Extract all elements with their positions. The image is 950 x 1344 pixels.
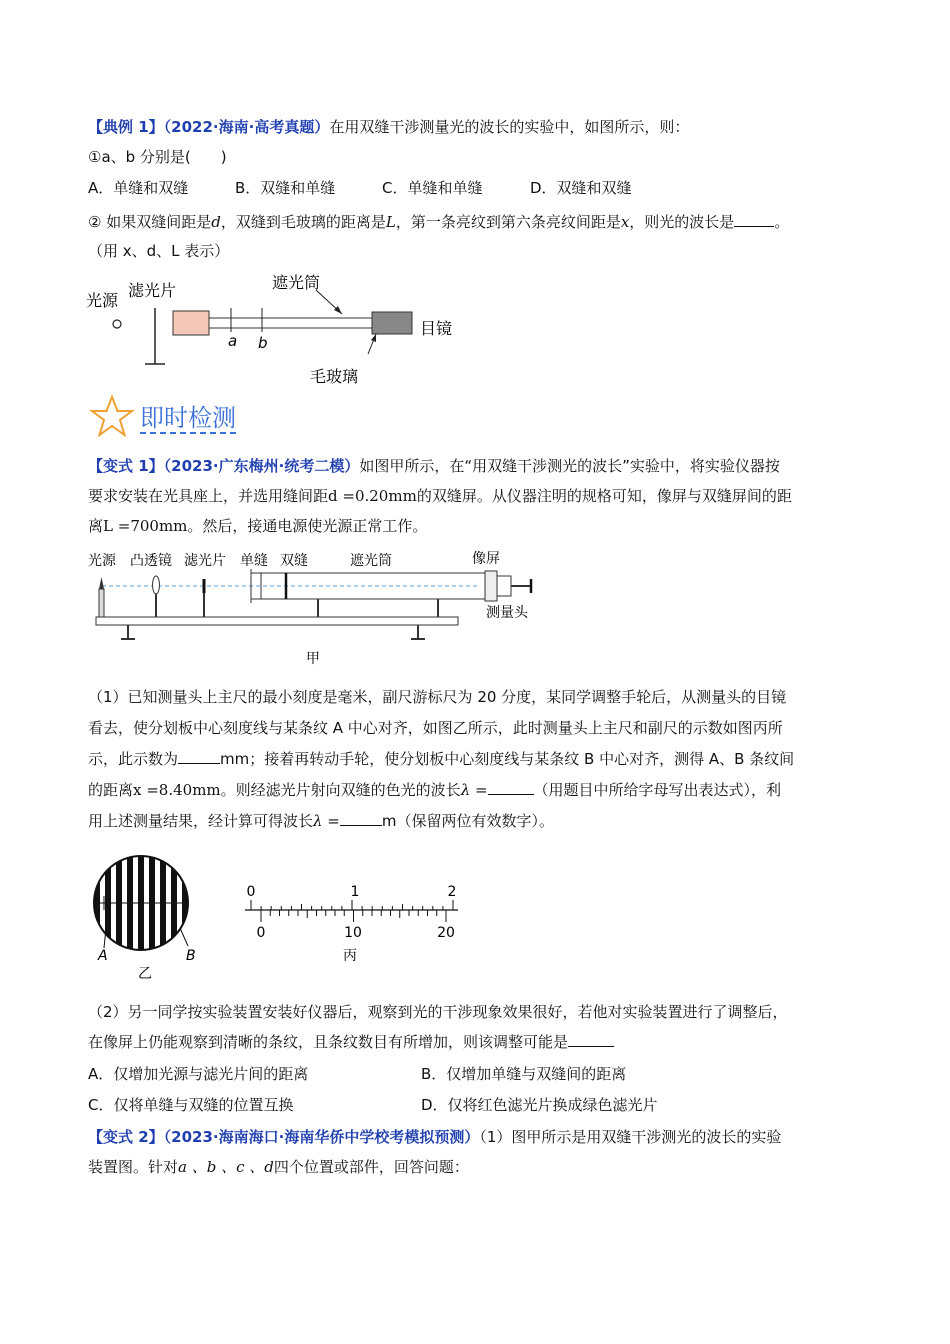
main-tick-1: 1 [350, 884, 360, 900]
line3-text-b: 。然后，接通电源使光源正常工作。 [187, 517, 428, 535]
p1-l3-text-a: 示，此示数为 [88, 750, 179, 768]
fig-label-eyepiece: 目镜 [420, 319, 453, 338]
variant2-tag: 【变式 2】 [88, 1128, 164, 1146]
fig-label-b: b [258, 334, 268, 352]
fig-label-a: a [228, 332, 238, 350]
variant1-p1-line5 [88, 810, 554, 832]
vernier-tick-20: 20 [437, 925, 455, 941]
example1-option-d: D．双缝和双缝 [530, 179, 632, 197]
jia-label-single-slit: 单缝 [240, 553, 268, 569]
example-tag: 【典例 1】 [88, 118, 164, 136]
variant1-p2-line2 [88, 1031, 614, 1053]
p1-l4-text-a: 的距离 [88, 781, 134, 799]
light-source-icon [113, 320, 121, 328]
lambda-value: λ = [313, 812, 340, 830]
section-title: 即时检测 [140, 405, 236, 432]
p1-l4-text-c: （用题目中所给字母写出表达式），利 [533, 781, 782, 799]
screen-holder [485, 571, 497, 601]
measuring-head [497, 576, 511, 596]
variant2-letters: a 、b 、c 、d [178, 1158, 274, 1176]
fig-label-filter: 滤光片 [128, 281, 177, 300]
example-intro: 在用双缝干涉测量光的波长的实验中，如图所示，则： [329, 118, 690, 136]
figure-bing [245, 880, 470, 965]
variant2-text-b: 四个位置或部件，回答问题： [273, 1158, 469, 1176]
example1-option-a: A．单缝和双缝 [88, 179, 189, 197]
fig-label-shield-tube: 遮光筒 [272, 273, 321, 292]
var-L: L [385, 213, 396, 231]
example1-q2 [88, 211, 789, 233]
jia-label-lens: 凸透镜 [130, 553, 172, 569]
optical-bench [96, 617, 458, 625]
eq-x: x =8.40mm [133, 781, 221, 799]
line2-text-b: 的双缝屏。从仪器注明的规格可知，像屏与双缝屏间的距 [416, 487, 792, 505]
p1-l5-text-a: 用上述测量结果，经计算可得波长 [88, 812, 314, 830]
variant1-source: （2023·广东梅州·统考二模） [163, 457, 360, 475]
eq-L: L =700mm [103, 517, 188, 535]
jia-label-measuring-head: 测量头 [486, 605, 528, 621]
jia-label-double-slit: 双缝 [280, 553, 308, 569]
variant1-line1 [88, 455, 780, 477]
eq-d: d =0.20mm [328, 487, 417, 505]
variant1-line2 [88, 485, 792, 507]
p2-l2-text: 在像屏上仍能观察到清晰的条纹，且条纹数目有所增加，则该调整可能是 [88, 1033, 569, 1051]
wavelength-blank[interactable] [340, 811, 382, 826]
main-tick-0: 0 [246, 884, 256, 900]
variant1-option-b: B．仅增加单缝与双缝间的距离 [421, 1065, 627, 1083]
lambda-expr: λ = [460, 781, 488, 799]
variant1-p2-line1: （2）另一同学按实验装置安装好仪器后，观察到光的干涉现象效果很好，若他对实验装置进行了调整后， [88, 1003, 788, 1021]
filter-box [173, 311, 209, 335]
variant1-option-a: A．仅增加光源与滤光片间的距离 [88, 1065, 309, 1083]
fig-label-ground-glass: 毛玻璃 [310, 367, 359, 386]
section-underline [140, 432, 236, 434]
example1-line1 [88, 116, 689, 138]
variant1-tag: 【变式 1】 [88, 457, 164, 475]
example1-note: （用 x、d、L 表示） [88, 242, 230, 260]
q2-text-e: ，则光的波长是 [629, 213, 735, 231]
jia-label-tube: 遮光筒 [350, 553, 392, 569]
star-icon [88, 394, 136, 440]
adjustment-blank[interactable] [568, 1032, 614, 1047]
main-tick-2: 2 [447, 884, 457, 900]
lamp-body [99, 589, 104, 617]
figure-jia [88, 545, 548, 670]
variant2-source: （2023·海南海口·海南华侨中学校考模拟预测） [163, 1128, 480, 1146]
variant2-text-a: 装置图。针对 [88, 1158, 179, 1176]
var-d: d [211, 213, 221, 231]
vernier-tick-10: 10 [344, 925, 362, 941]
fig-label-light-source: 光源 [86, 291, 119, 310]
vernier-scale [245, 900, 458, 922]
example-source: （2022·海南·高考真题） [163, 118, 330, 136]
example1-figure [80, 268, 480, 388]
p1-l3-text-b: mm；接着再转动手轮，使分划板中心刻度线与某条纹 B 中心对齐，测得 A、B 条纹间 [220, 750, 795, 768]
q2-text-b: ，双缝到毛玻璃的距离是 [220, 213, 386, 231]
label-A: A [98, 948, 108, 964]
variant1-p1-line3 [88, 748, 794, 770]
lens [153, 576, 160, 594]
var-x: x [620, 213, 630, 231]
variant1-text: 如图甲所示，在“用双缝干涉测光的波长”实验中，将实验仪器按 [359, 457, 780, 475]
q2-text-a: ② 如果双缝间距是 [88, 213, 212, 231]
glass-arrowhead [371, 334, 376, 342]
variant1-p1-line2: 看去，使分划板中心刻度线与某条纹 A 中心对齐，如图乙所示，此时测量头上主尺和副尺的示数如图丙所 [88, 719, 783, 737]
line3-text-a: 离 [88, 517, 104, 535]
jia-caption: 甲 [306, 651, 320, 667]
example1-option-b: B．双缝和单缝 [235, 179, 336, 197]
jia-label-screen: 像屏 [472, 551, 500, 567]
lamp-flame [99, 577, 104, 589]
variant1-option-c: C．仅将单缝与双缝的位置互换 [88, 1096, 294, 1114]
variant2-text: （1）图甲所示是用双缝干涉测光的波长的实验 [479, 1128, 782, 1146]
variant1-p1-line1: （1）已知测量头上主尺的最小刻度是毫米，副尺游标尺为 20 分度，某同学调整手轮后，从测量头的目镜 [88, 688, 787, 706]
figure-yi [88, 848, 218, 983]
variant2-line1 [88, 1126, 781, 1148]
variant1-p1-line4 [88, 779, 781, 801]
jia-label-filter: 滤光片 [184, 553, 226, 569]
variant1-option-d: D．仅将红色滤光片换成绿色滤光片 [421, 1096, 658, 1114]
answer-blank[interactable] [734, 212, 774, 227]
pointer-b [180, 928, 188, 946]
p1-l5-text-b: m（保留两位有效数字）。 [381, 812, 554, 830]
q2-text-c: ，第一条亮纹到第六条亮纹间距是 [395, 213, 621, 231]
variant1-line3 [88, 515, 427, 537]
bing-caption: 丙 [343, 948, 357, 964]
eyepiece-box [372, 312, 412, 334]
yi-caption: 乙 [138, 966, 152, 982]
p1-l4-text-b: 。则经滤光片射向双缝的色光的波长 [220, 781, 461, 799]
line2-text-a: 要求安装在光具座上，并选用缝间距 [88, 487, 329, 505]
label-B: B [186, 948, 196, 964]
example1-q1: ①a、b 分别是( ) [88, 148, 227, 166]
reading-blank[interactable] [178, 749, 220, 764]
q2-end: 。 [774, 213, 790, 231]
jia-label-light-source: 光源 [88, 553, 116, 569]
vernier-tick-0: 0 [256, 925, 266, 941]
expression-blank[interactable] [488, 780, 534, 795]
variant2-line2 [88, 1156, 469, 1178]
example1-option-c: C．单缝和单缝 [382, 179, 483, 197]
